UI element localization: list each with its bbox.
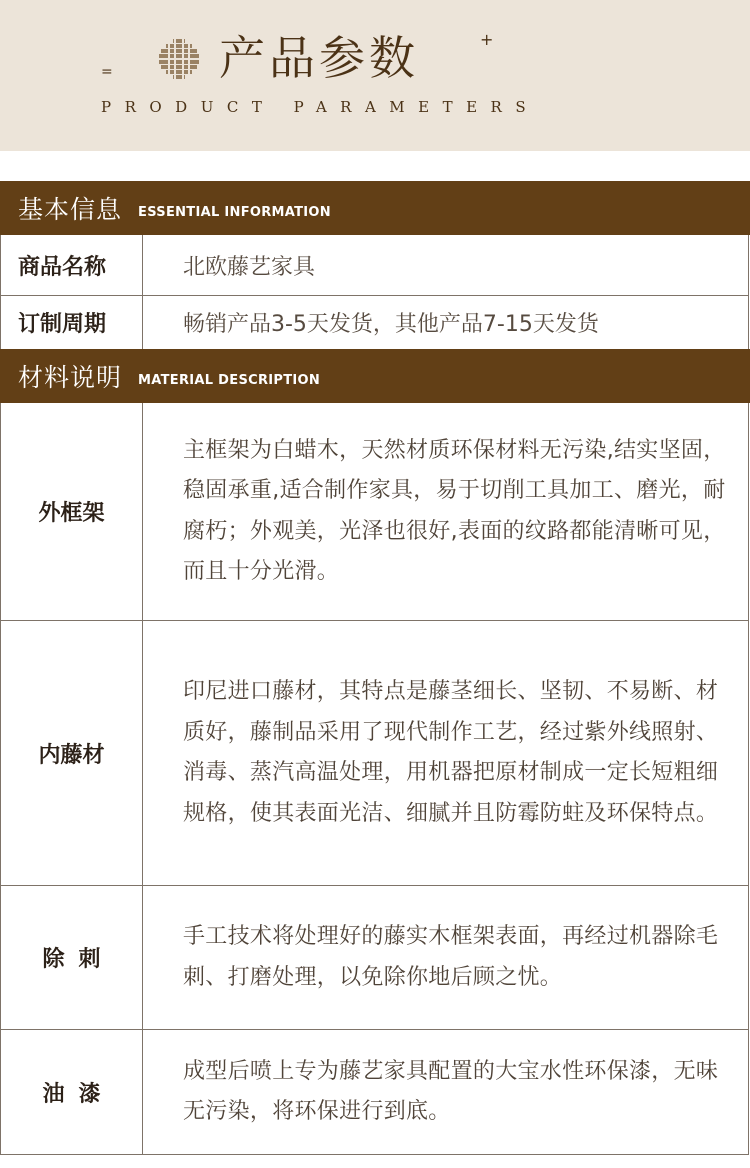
row-value: 手工技术将处理好的藤实木框架表面，再经过机器除毛刺、打磨处理，以免除你地后顾之忧。 [183, 924, 719, 990]
table-row [1, 295, 748, 349]
table-row [1, 403, 748, 620]
row-value: 印尼进口藤材，其特点是藤茎细长、坚韧、不易断、材质好，藤制品采用了现代制作工艺，经过紫外线照射、消毒、蒸汽高温处理，用机器把原材制成一定长短粗细规格，使其表面光洁、细腻并且防霉防蛀及环保特点。 [183, 679, 719, 826]
row-value: 主框架为白蜡木，天然材质环保材料无污染,结实坚固，稳固承重,适合制作家具，易于切削工具加工、磨光，耐腐朽；外观美，光泽也很好,表面的纹路都能清晰可见，而且十分光滑。 [183, 437, 726, 584]
row-label [1, 886, 143, 1029]
table-row [1, 620, 748, 885]
section-title-zh: 基本信息 [18, 195, 123, 224]
section-title-en: ESSENTIAL INFORMATION [138, 204, 331, 220]
row-value: 北欧藤艺家具 [183, 254, 316, 280]
equals-decoration: = [101, 64, 113, 80]
material-table [0, 403, 749, 1155]
plus-decoration: + [480, 30, 494, 49]
page-subtitle: PRODUCT PARAMETERS [101, 98, 540, 116]
table-row [1, 885, 748, 1029]
row-label-text: 除刺 [42, 947, 115, 972]
row-value: 成型后喷上专为藤艺家具配置的大宝水性环保漆，无味无污染，将环保进行到底。 [183, 1058, 719, 1124]
page-title: 产品参数 [219, 31, 419, 85]
row-label-text: 油漆 [42, 1081, 115, 1107]
table-row [1, 235, 748, 295]
lattice-logo-icon [159, 39, 199, 79]
section-header-basic [0, 181, 750, 235]
row-label: 外框架 [1, 403, 143, 620]
row-label [1, 1030, 143, 1154]
section-title-en: MATERIAL DESCRIPTION [138, 372, 321, 388]
basic-info-table [0, 235, 749, 349]
row-value: 畅销产品3-5天发货，其他产品7-15天发货 [183, 312, 599, 337]
row-label: 订制周期 [1, 296, 143, 349]
section-header-material [0, 349, 750, 403]
row-label: 内藤材 [1, 621, 143, 885]
table-row [1, 1029, 748, 1154]
row-label: 商品名称 [1, 235, 143, 295]
header-banner [0, 0, 750, 151]
section-title-zh: 材料说明 [18, 363, 123, 392]
